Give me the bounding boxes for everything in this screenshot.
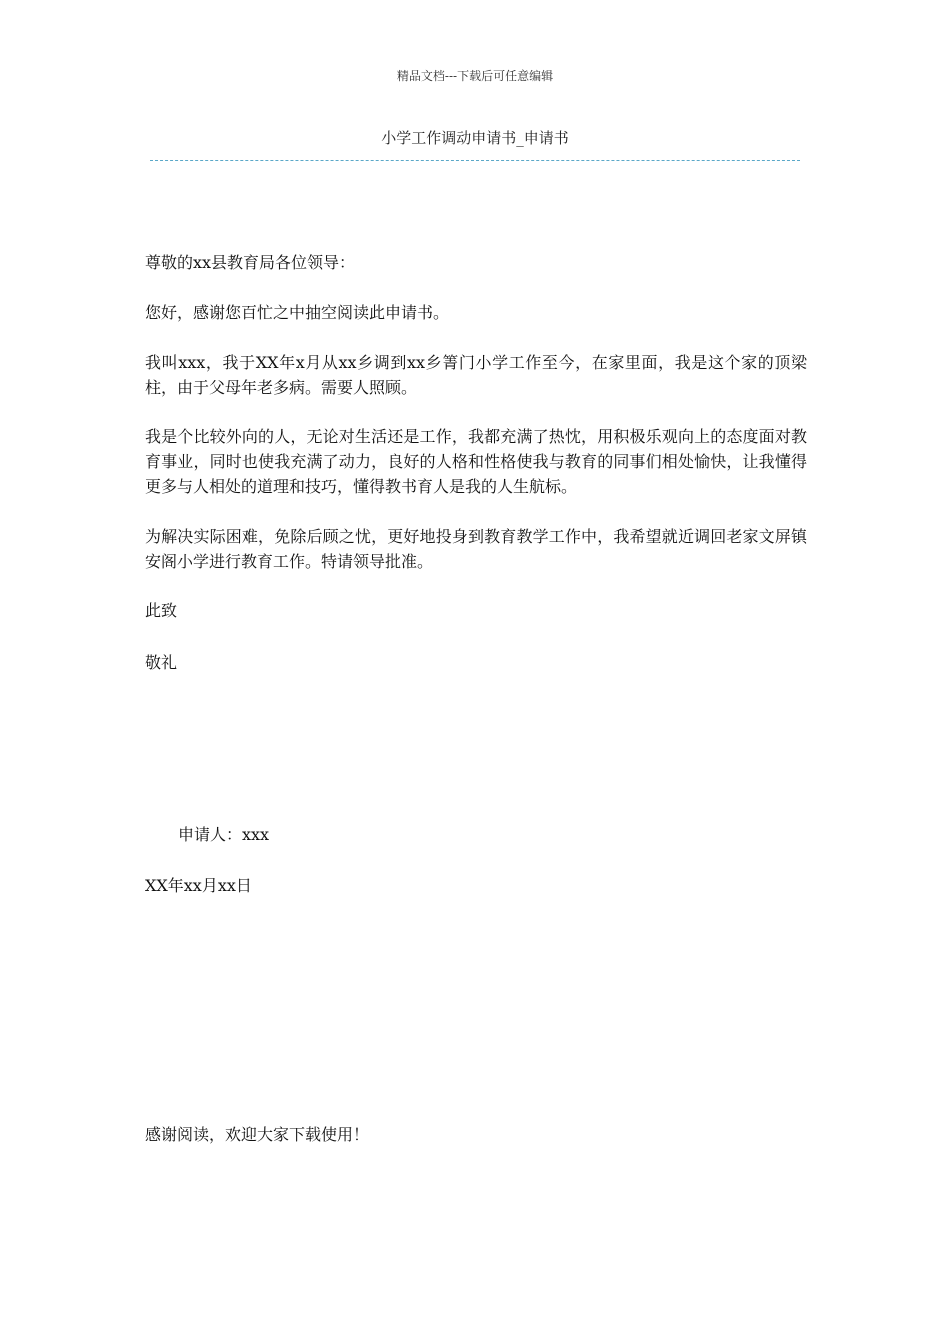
page-title: 小学工作调动申请书_申请书 [381,129,569,147]
closing-line-2: 敬礼 [145,653,178,672]
date-line: XX年xx月xx日 [145,876,252,895]
request-paragraph: 为解决实际困难，免除后顾之忧，更好地投身到教育教学工作中，我希望就近调回老家文屏镇安阁小学进行教育工作。特请领导批准。 [145,527,807,571]
closing-line-1: 此致 [145,601,178,620]
thanks-note: 感谢阅读，欢迎大家下载使用！ [145,1125,370,1144]
applicant-signature: 申请人：xxx [178,825,270,844]
greeting-paragraph: 您好，感谢您百忙之中抽空阅读此申请书。 [145,303,450,322]
title-divider [150,160,800,161]
intro-paragraph: 我叫xxx，我于XX年x月从xx乡调到xx乡箐门小学工作至今，在家里面，我是这个家的顶梁柱，由于父母年老多病。需要人照顾。 [145,353,807,397]
header-note: 精品文档---下载后可任意编辑 [396,69,554,83]
character-paragraph: 我是个比较外向的人，无论对生活还是工作，我都充满了热忱，用积极乐观向上的态度面对教育事业，同时也使我充满了动力，良好的人格和性格使我与教育的同事们相处愉快，让我懂得更多与人相处的道理和技巧，懂得教书育人是我的人生航标。 [145,427,807,496]
salutation: 尊敬的xx县教育局各位领导： [145,253,356,272]
